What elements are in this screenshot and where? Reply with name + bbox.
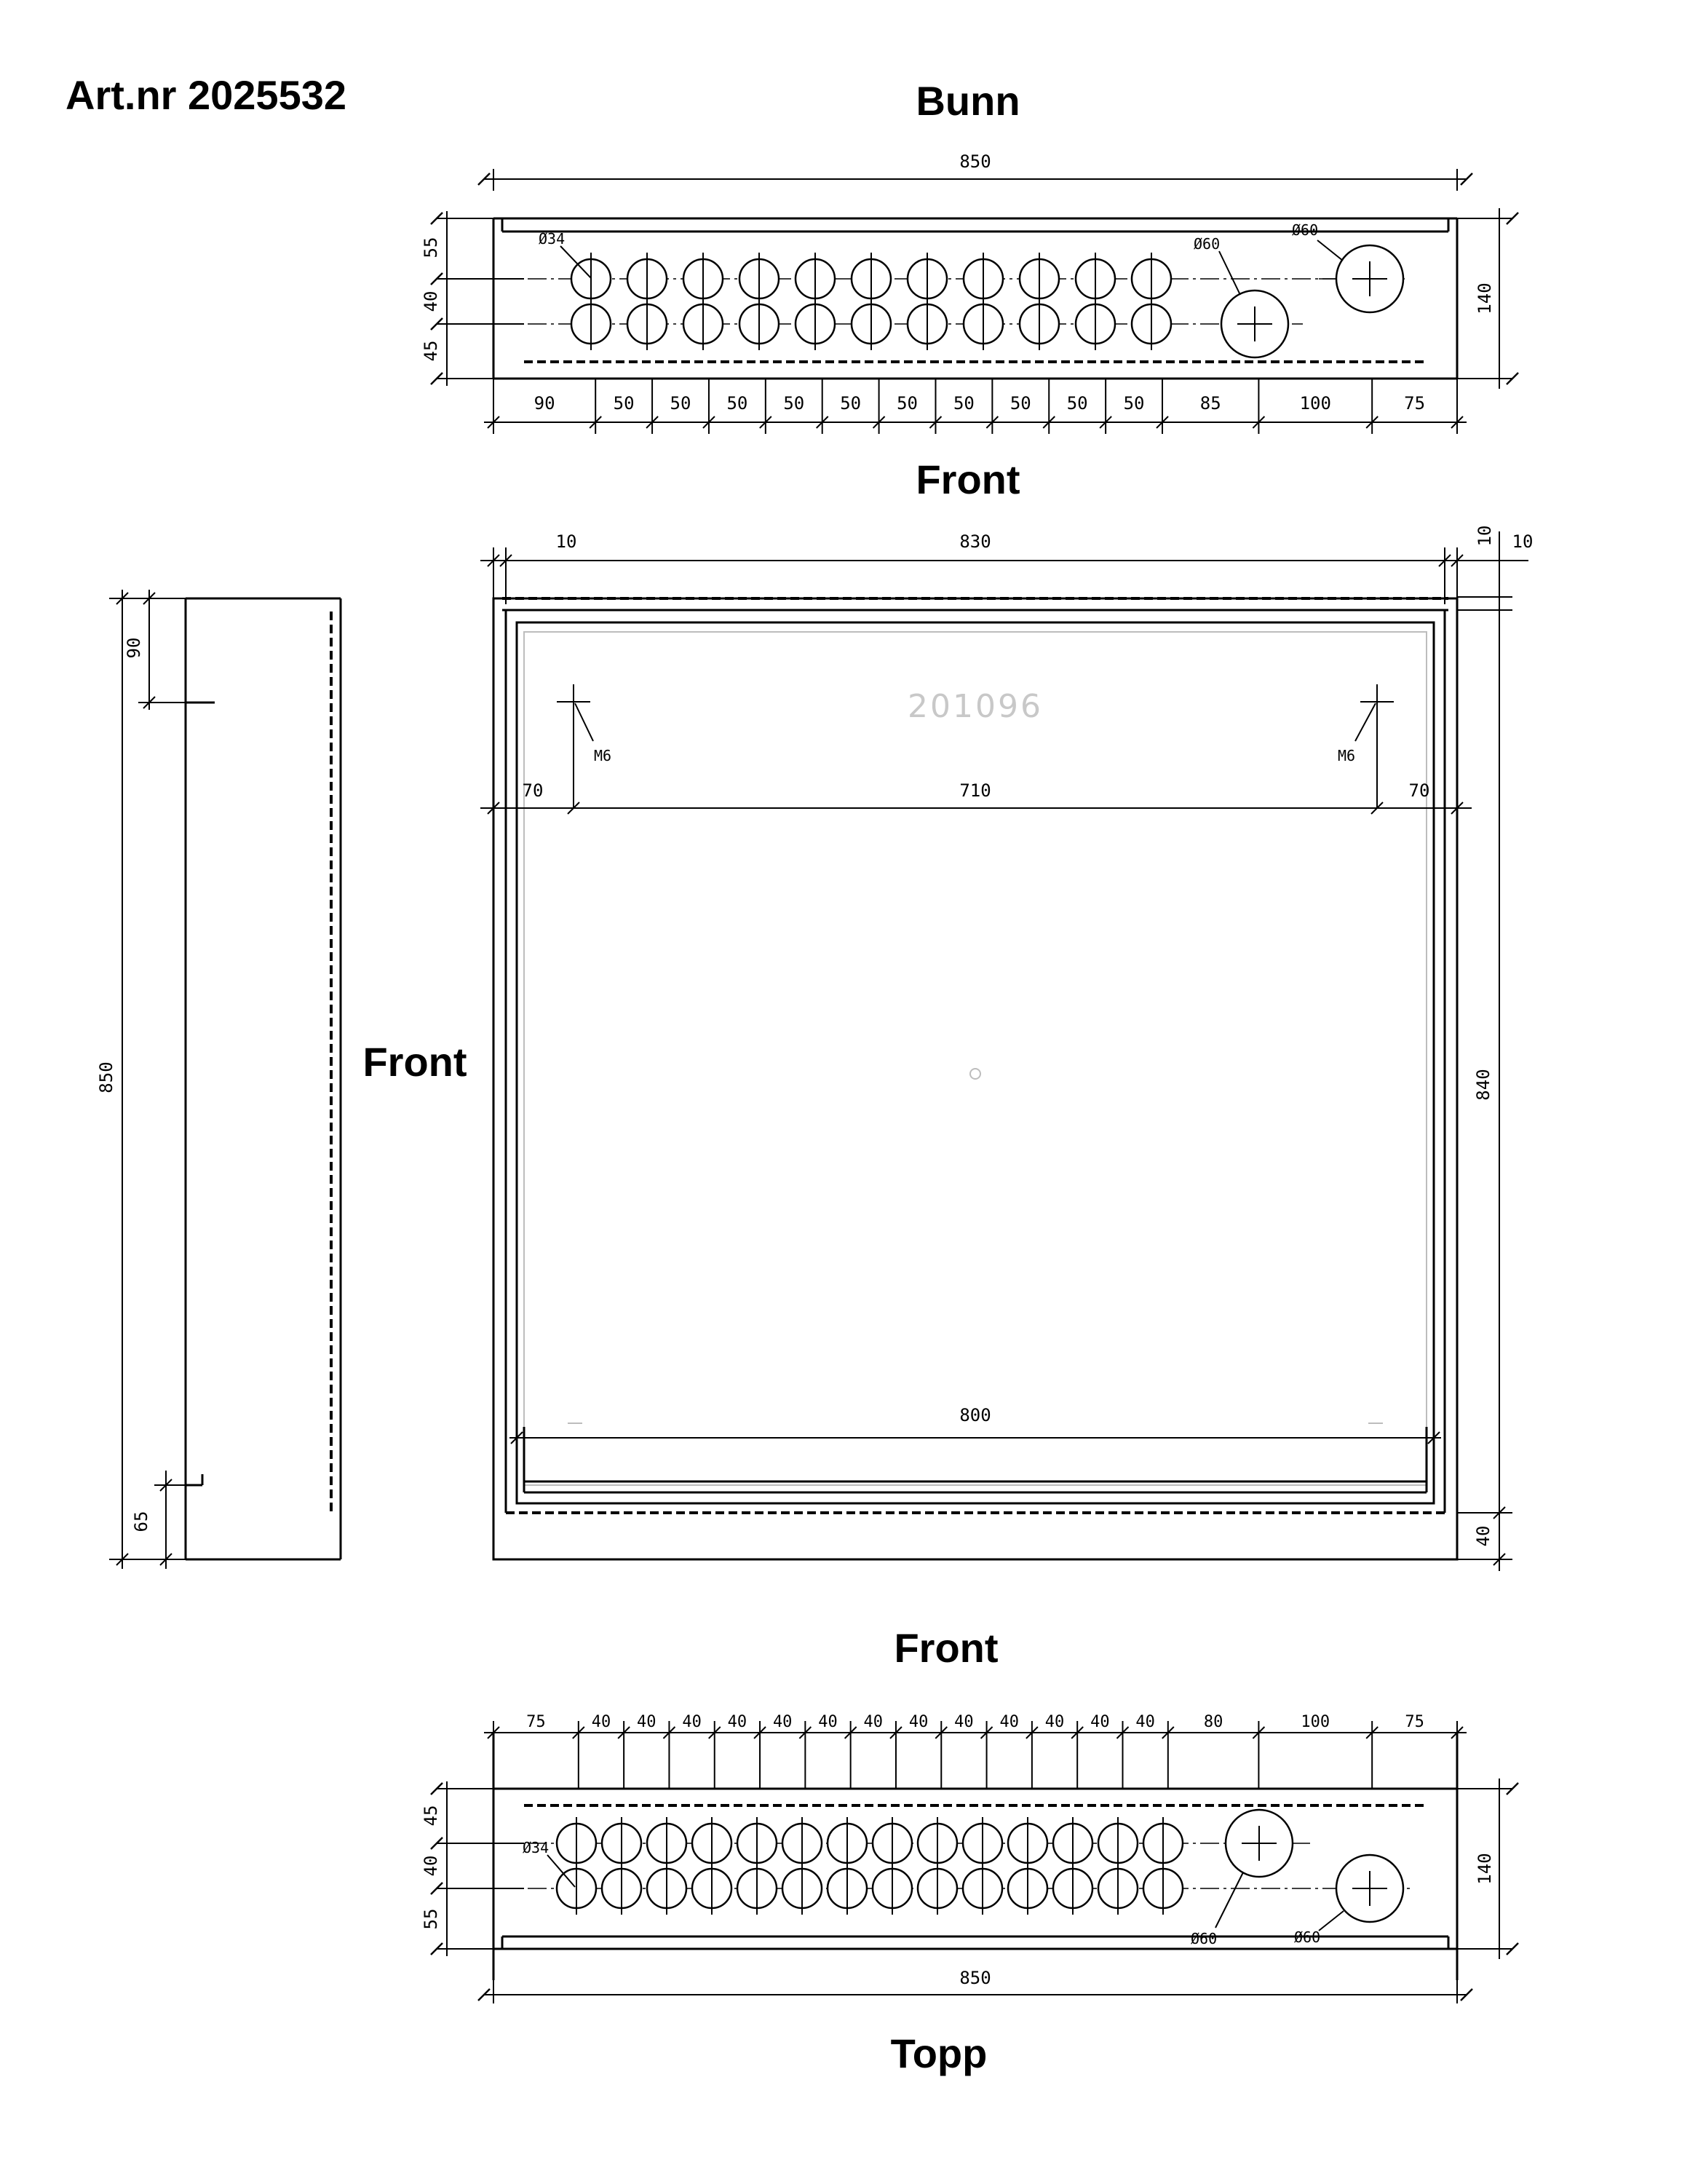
top-width-label: 850 — [959, 1968, 991, 1988]
top-spacing-label: 40 — [1135, 1713, 1155, 1731]
top-hole-large-callout-2: Ø60 — [1294, 1928, 1321, 1946]
bottom-hole-large-callout-1: Ø60 — [1194, 235, 1221, 253]
top-spacing-label: 40 — [591, 1713, 611, 1731]
top-front-label: Front — [894, 1625, 999, 1671]
bottom-spacing-label: 90 — [533, 393, 555, 414]
bottom-spacing-label: 50 — [726, 393, 748, 414]
top-depth-label: 140 — [1475, 1853, 1495, 1885]
bottom-view — [421, 78, 1512, 434]
bottom-depth-label: 140 — [1475, 282, 1495, 314]
top-spacing-label: 40 — [954, 1713, 974, 1731]
front-edge-right: 70 — [1408, 780, 1430, 801]
bottom-spacing-label: 50 — [897, 393, 918, 414]
front-margin-left: 10 — [555, 531, 577, 552]
top-view-title: Topp — [890, 2030, 988, 2076]
bottom-spacing-label: 50 — [670, 393, 691, 414]
front-height-label: 840 — [1473, 1069, 1493, 1101]
front-inner-width: 830 — [959, 531, 991, 552]
top-spacing-label: 80 — [1203, 1713, 1223, 1731]
side-view — [96, 590, 341, 1569]
top-spacing-label: 40 — [727, 1713, 747, 1731]
front-edge-left: 70 — [522, 780, 544, 801]
top-spacing-label: 40 — [908, 1713, 929, 1731]
top-spacing-label: 40 — [682, 1713, 702, 1731]
top-spacing-label: 75 — [526, 1713, 546, 1731]
bottom-row-offset-3: 45 — [421, 340, 441, 362]
bottom-spacing-label: 50 — [613, 393, 635, 414]
top-spacing-label: 40 — [999, 1713, 1019, 1731]
top-spacing-label: 40 — [1044, 1713, 1065, 1731]
top-hole-small-callout: Ø34 — [523, 1839, 550, 1856]
front-thread-left: M6 — [594, 747, 612, 764]
bottom-spacing-label: 75 — [1404, 393, 1426, 414]
bottom-view-title: Bunn — [916, 78, 1020, 124]
bottom-row-offset-1: 55 — [421, 237, 441, 258]
top-spacing-label: 100 — [1301, 1713, 1330, 1731]
top-row-offset-2: 40 — [421, 1855, 441, 1877]
top-spacing-label: 40 — [863, 1713, 884, 1731]
top-hole-large-callout-1: Ø60 — [1191, 1930, 1218, 1947]
top-row-offset-3: 55 — [421, 1908, 441, 1930]
bottom-spacing-label: 50 — [1009, 393, 1031, 414]
front-part-stamp: 201096 — [908, 688, 1043, 725]
top-spacing-label: 40 — [1090, 1713, 1110, 1731]
bottom-spacing-label: 50 — [1066, 393, 1088, 414]
bottom-width-label: 850 — [959, 151, 991, 172]
bottom-spacing-label: 50 — [1123, 393, 1145, 414]
front-margin-right-a: 10 — [1475, 525, 1495, 547]
front-view — [480, 526, 1533, 1571]
bottom-row-offset-2: 40 — [421, 290, 441, 312]
front-bottom-offset: 40 — [1473, 1525, 1493, 1547]
side-top-offset: 90 — [124, 637, 144, 659]
front-margin-right-b: 10 — [1512, 531, 1534, 552]
bottom-spacing-label: 50 — [953, 393, 975, 414]
front-mount-span: 710 — [959, 780, 991, 801]
bottom-spacing-label: 85 — [1199, 393, 1221, 414]
top-row-offset-1: 45 — [421, 1805, 441, 1827]
bottom-spacing-label: 50 — [840, 393, 862, 414]
top-spacing-label: 40 — [818, 1713, 838, 1731]
bottom-spacing-label: 50 — [783, 393, 805, 414]
top-view — [421, 1713, 1512, 2076]
side-view-label: Front — [362, 1039, 467, 1085]
bottom-spacing-label: 100 — [1299, 393, 1331, 414]
front-view-title: Front — [916, 456, 1020, 502]
side-bottom-offset: 65 — [131, 1511, 151, 1532]
bottom-hole-large-callout-2: Ø60 — [1292, 221, 1319, 239]
top-spacing-label: 40 — [637, 1713, 656, 1731]
bottom-hole-small-callout: Ø34 — [539, 230, 566, 248]
top-spacing-label: 40 — [772, 1713, 793, 1731]
front-rail-width: 800 — [959, 1405, 991, 1425]
front-thread-right: M6 — [1338, 747, 1356, 764]
top-spacing-label: 75 — [1405, 1713, 1424, 1731]
article-number: Art.nr 2025532 — [66, 72, 347, 118]
side-height-label: 850 — [96, 1061, 116, 1093]
